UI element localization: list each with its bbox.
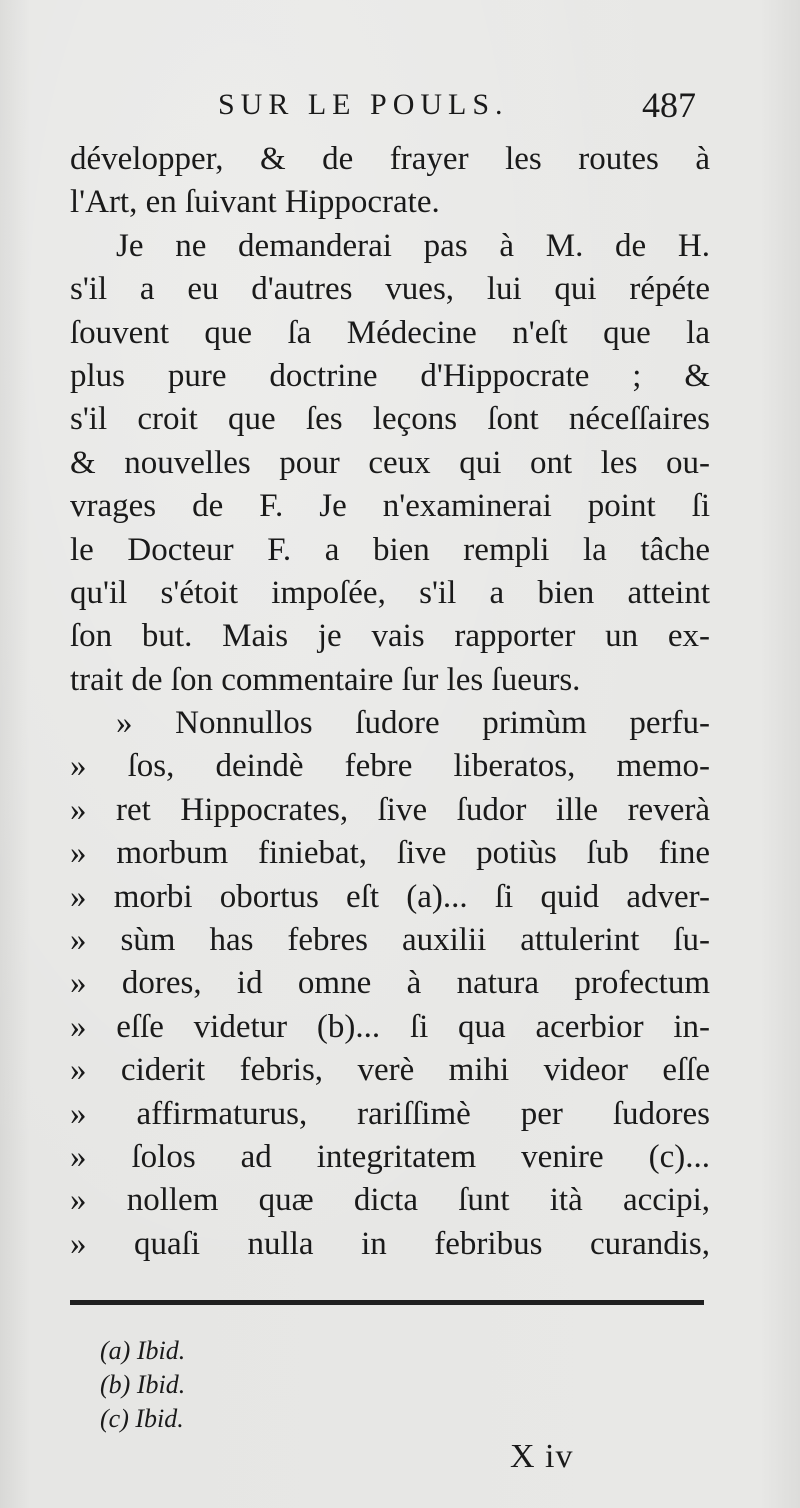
quote-line: » morbum finiebat, ſive potiùs ſub fine: [70, 835, 710, 872]
quote-line: » nollem quæ dicta ſunt ità accipi,: [70, 1182, 710, 1219]
text-line: le Docteur F. a bien rempli la tâche: [70, 531, 710, 568]
quote-line: » sùm has febres auxilii attulerint ſu-: [70, 922, 710, 959]
body-text: [70, 138, 710, 1266]
text-line: & nouvelles pour ceux qui ont les ou-: [70, 444, 710, 481]
footnote-c: (c) Ibid.: [100, 1404, 184, 1433]
running-head: [0, 85, 800, 132]
text-line: développer, & de frayer les routes à: [70, 141, 710, 177]
footnote-b: (b) Ibid.: [100, 1370, 186, 1399]
footnote-rule: [70, 1300, 704, 1305]
footnote-a: (a) Ibid.: [100, 1336, 186, 1365]
signature-mark: X iv: [510, 1438, 574, 1475]
quote-line: » Nonnullos ſudore primùm perfu-: [116, 705, 710, 742]
quote-line: » eſſe videtur (b)... ſi qua acerbior in-: [70, 1008, 710, 1045]
text-line: ſon but. Mais je vais rapporter un ex-: [70, 618, 710, 655]
running-title: SUR LE POULS.: [218, 88, 509, 121]
text-line: qu'il s'étoit impoſée, s'il a bien atteint: [70, 574, 710, 611]
quote-line: » quaſi nulla in febribus curandis,: [70, 1225, 710, 1262]
quote-line: » affirmaturus, rariſſimè per ſudores: [70, 1095, 710, 1132]
page-number: 487: [642, 85, 696, 125]
footnotes: [100, 1334, 500, 1436]
quote-line: » morbi obortus eſt (a)... ſi quid adver-: [70, 878, 710, 915]
quote-line: » ciderit febris, verè mihi videor eſſe: [70, 1052, 710, 1089]
quote-line: » ſos, deindè febre liberatos, memo-: [70, 748, 710, 785]
text-line: vrages de F. Je n'examinerai point ſi: [70, 488, 710, 525]
text-line: l'Art, en ſuivant Hippocrate.: [70, 184, 440, 221]
quote-line: » dores, id omne à natura profectum: [70, 965, 710, 1002]
text-line: trait de ſon commentaire ſur les ſueurs.: [70, 661, 581, 698]
quote-line: » ſolos ad integritatem venire (c)...: [70, 1138, 710, 1175]
text-line: plus pure doctrine d'Hippocrate ; &: [70, 357, 710, 394]
quote-line: » ret Hippocrates, ſive ſudor ille reverà: [70, 791, 710, 828]
text-line: ſouvent que ſa Médecine n'eſt que la: [70, 314, 710, 351]
text-line: Je ne demanderai pas à M. de H.: [116, 227, 710, 264]
text-line: s'il a eu d'autres vues, lui qui répéte: [70, 271, 710, 308]
text-line: s'il croit que ſes leçons ſont néceſſaires: [70, 401, 710, 438]
